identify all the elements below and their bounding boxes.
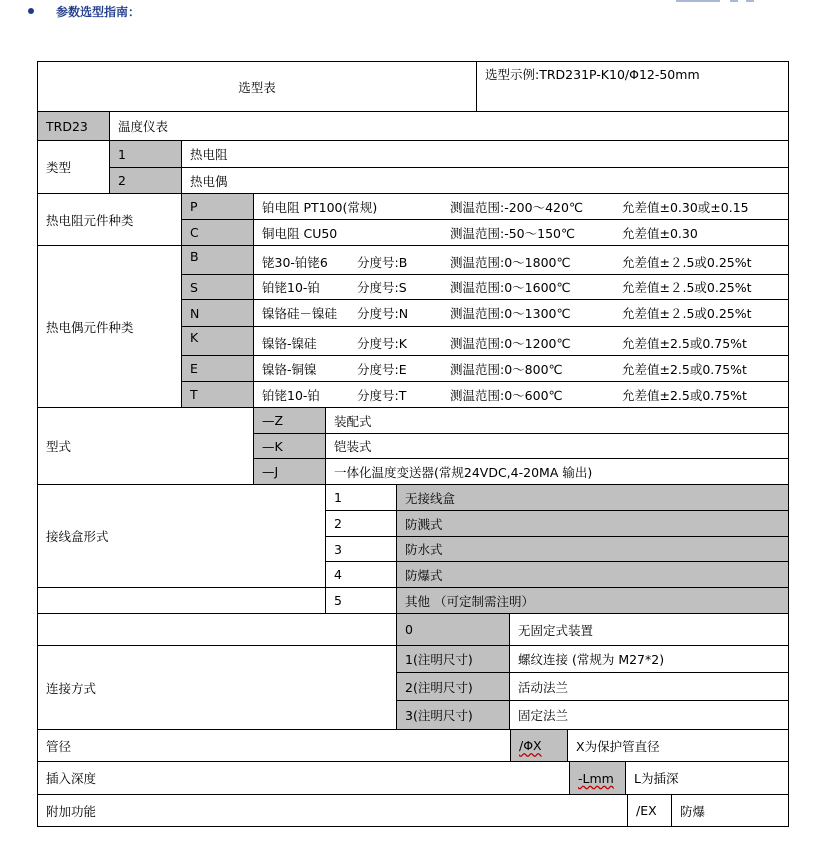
- tc-range: 测温范围:0～1300℃: [450, 306, 571, 321]
- rtd-row: [253, 219, 789, 246]
- tc-range: 测温范围:0～600℃: [450, 387, 563, 403]
- type-name: 热电偶: [181, 167, 789, 194]
- tc-name: 铑30-铂铑6: [262, 255, 328, 270]
- tc-index: 分度号:K: [357, 336, 407, 351]
- junction-name: 无接线盒: [396, 484, 789, 511]
- rtd-range: 测温范围:-200～420℃: [450, 199, 583, 215]
- form-label: 型式: [37, 407, 254, 485]
- extra-desc: 防爆: [671, 794, 789, 827]
- rtd-range: 测温范围:-50～150℃: [450, 225, 576, 241]
- junction-name: 防水式: [396, 536, 789, 562]
- pipe-code-text: /ΦX: [519, 738, 542, 753]
- tc-tolerance: 允差值±2.5或0.75%t: [622, 336, 747, 351]
- tc-range: 测温范围:0～1600℃: [450, 280, 571, 295]
- tc-name: 铂铑10-铂: [262, 387, 320, 403]
- junction-code: 2: [325, 510, 397, 537]
- rtd-name: 铂电阻 PT100(常规): [262, 199, 378, 215]
- table-example: 选型示例:TRD231P-K10/Φ12-50mm: [476, 61, 789, 112]
- depth-code-text: -Lmm: [578, 770, 614, 786]
- form-name: 铠装式: [325, 433, 789, 459]
- form-code: —Z: [253, 407, 326, 434]
- rtd-name: 铜电阻 CU50: [262, 225, 338, 241]
- tc-code: E: [181, 355, 254, 382]
- tc-row: [253, 381, 789, 408]
- pipe-label: 管径: [37, 729, 511, 762]
- tc-index: 分度号:T: [357, 387, 407, 403]
- tc-code: N: [181, 299, 254, 327]
- tc-tolerance: 允差值±２.5或0.25%t: [622, 306, 752, 321]
- tc-index: 分度号:B: [357, 255, 408, 270]
- tc-range: 测温范围:0～1200℃: [450, 336, 571, 351]
- rtd-tolerance: 允差值±0.30或±0.15: [622, 199, 749, 215]
- tc-code: S: [181, 274, 254, 300]
- rtd-row: [253, 193, 789, 220]
- pipe-code: [510, 729, 568, 762]
- tc-name: 镍铬-铜镍: [262, 361, 317, 377]
- connection-code: 0: [396, 613, 510, 646]
- section-heading: [28, 2, 140, 20]
- depth-code: [569, 761, 626, 795]
- junction-name: 其他 （可定制需注明）: [396, 587, 789, 614]
- junction-code: 5: [325, 587, 397, 614]
- rtd-label: 热电阻元件种类: [37, 193, 182, 246]
- type-name: 热电阻: [181, 140, 789, 168]
- connection-name: 固定法兰: [509, 700, 789, 730]
- pipe-desc: X为保护管直径: [567, 729, 789, 762]
- extra-label: 附加功能: [37, 794, 628, 827]
- tc-tolerance: 允差值±2.5或0.75%t: [622, 387, 747, 403]
- tc-code: T: [181, 381, 254, 408]
- type-label: 类型: [37, 140, 110, 194]
- form-name: 装配式: [325, 407, 789, 434]
- table-title: 选型表: [37, 61, 477, 112]
- tc-row: [253, 326, 789, 356]
- tc-row: [253, 245, 789, 275]
- connection-code: 1(注明尺寸): [396, 645, 510, 673]
- junction-code: 4: [325, 561, 397, 588]
- connection-label: 连接方式: [37, 645, 397, 730]
- tc-code: K: [181, 326, 254, 356]
- tc-name: 镍铬硅－镍硅: [262, 306, 338, 321]
- bullet-icon: [28, 8, 34, 14]
- section-title: 参数选型指南：: [56, 4, 141, 19]
- depth-desc: L为插深: [625, 761, 789, 795]
- tc-range: 测温范围:0～1800℃: [450, 255, 571, 270]
- junction-code: 1: [325, 484, 397, 511]
- tc-tolerance: 允差值±２.5或0.25%t: [622, 255, 752, 270]
- connection-name: 螺纹连接 (常规为 M27*2): [509, 645, 789, 673]
- junction-name: 防爆式: [396, 561, 789, 588]
- type-code: 2: [109, 167, 182, 194]
- form-code: —K: [253, 433, 326, 459]
- connection-name: 活动法兰: [509, 672, 789, 701]
- type-code: 1: [109, 140, 182, 168]
- tc-tolerance: 允差值±2.5或0.75%t: [622, 361, 747, 377]
- tc-tolerance: 允差值±２.5或0.25%t: [622, 280, 752, 295]
- tc-name: 镍铬-镍硅: [262, 336, 317, 351]
- tc-index: 分度号:N: [357, 306, 409, 321]
- depth-label: 插入深度: [37, 761, 570, 795]
- connection-name: 无固定式装置: [509, 613, 789, 646]
- model-code: TRD23: [37, 111, 110, 141]
- junction-blank: [37, 587, 326, 614]
- rtd-code: C: [181, 219, 254, 246]
- tc-index: 分度号:E: [357, 361, 407, 377]
- model-name: 温度仪表: [109, 111, 789, 141]
- tc-row: [253, 274, 789, 300]
- tc-range: 测温范围:0～800℃: [450, 361, 563, 377]
- extra-code: /EX: [627, 794, 672, 827]
- tc-code: B: [181, 245, 254, 275]
- connection-code: 2(注明尺寸): [396, 672, 510, 701]
- decorative-line: [676, 0, 756, 4]
- tc-row: [253, 355, 789, 382]
- junction-label: 接线盒形式: [37, 484, 326, 588]
- tc-index: 分度号:S: [357, 280, 407, 295]
- form-name: 一体化温度变送器(常规24VDC,4-20MA 输出): [325, 458, 789, 485]
- connection-code: 3(注明尺寸): [396, 700, 510, 730]
- tc-name: 铂铑10-铂: [262, 280, 320, 295]
- rtd-code: P: [181, 193, 254, 220]
- junction-code: 3: [325, 536, 397, 562]
- form-code: —J: [253, 458, 326, 485]
- rtd-tolerance: 允差值±0.30: [622, 225, 698, 241]
- connection-blank: [37, 613, 397, 646]
- tc-row: [253, 299, 789, 327]
- junction-name: 防溅式: [396, 510, 789, 537]
- tc-label: 热电偶元件种类: [37, 245, 182, 408]
